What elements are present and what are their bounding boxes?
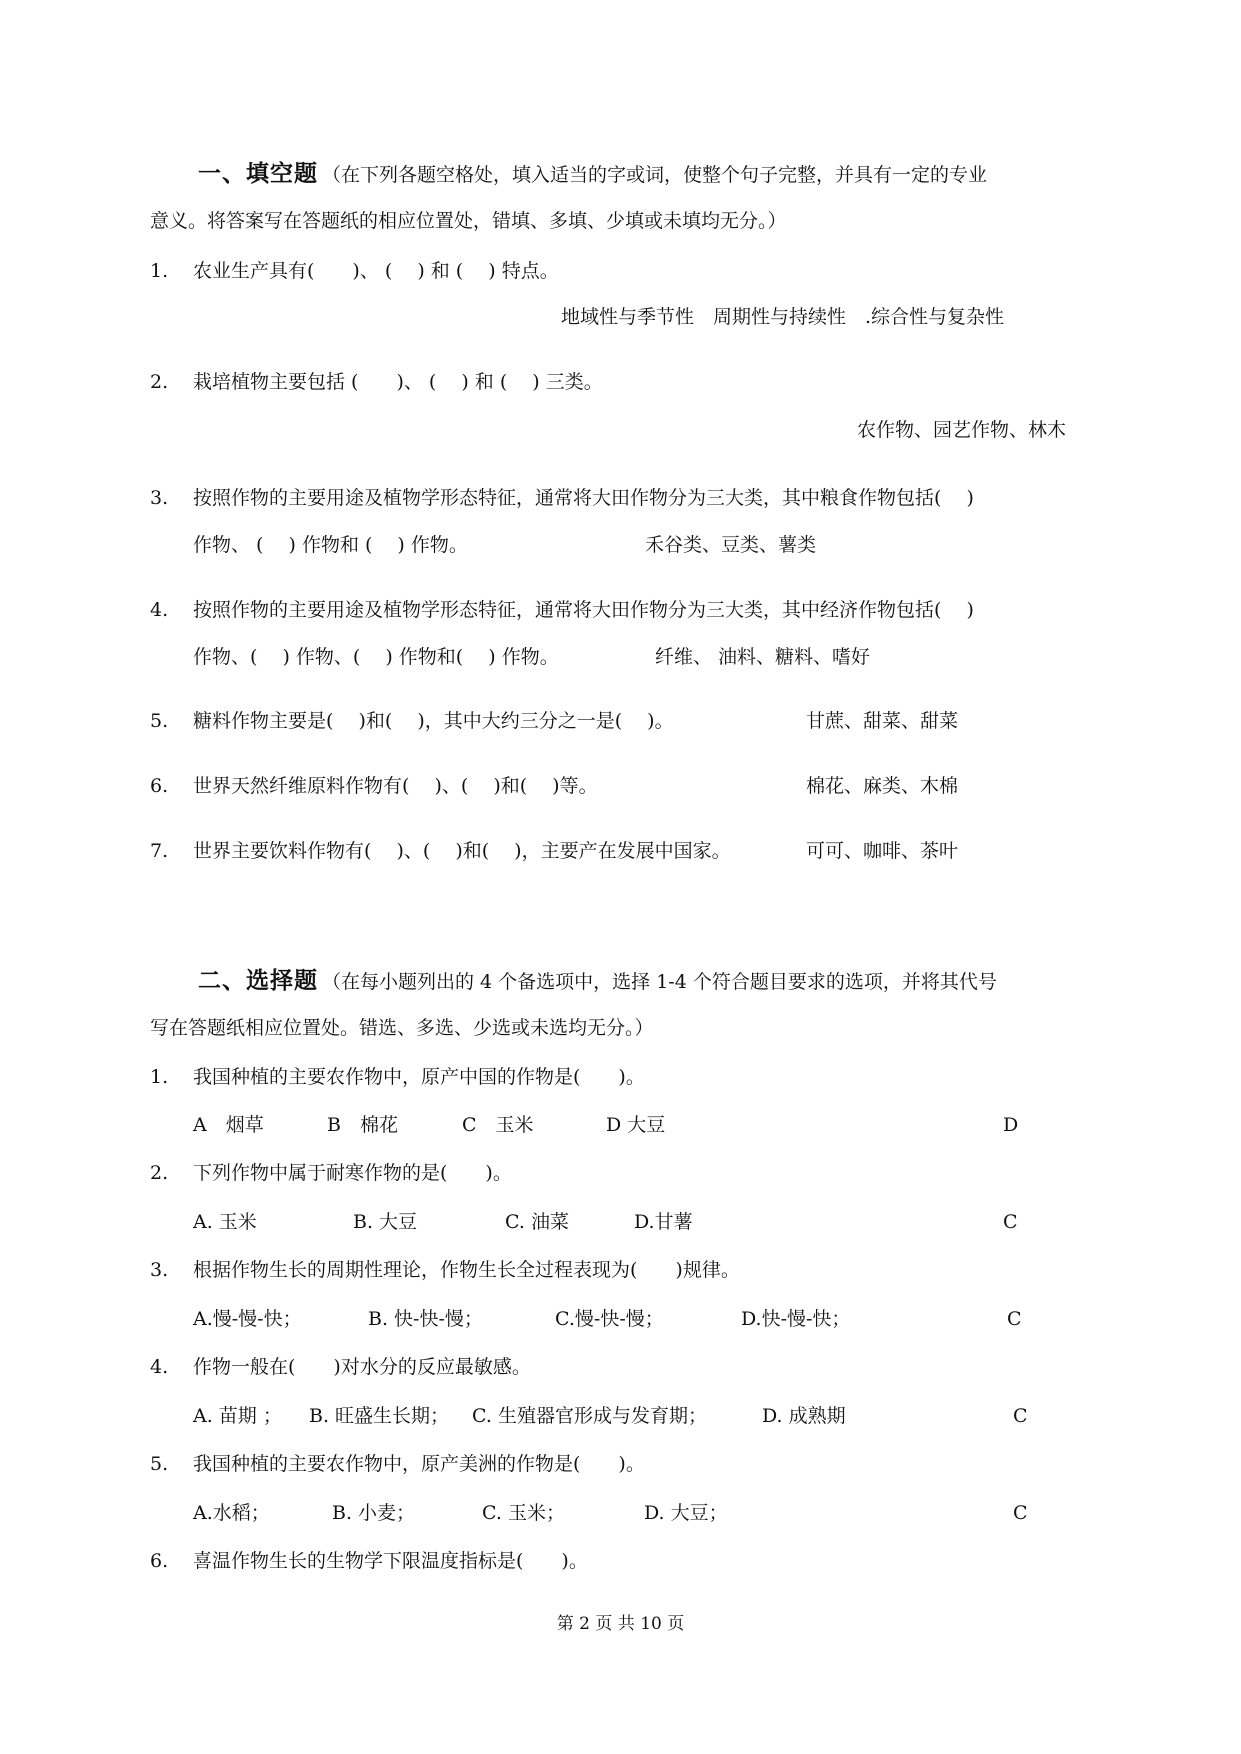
s2-q3-text: 根据作物生长的周期性理论，作物生长全过程表现为( )规律。: [193, 1259, 740, 1281]
s2-q5-option-c: C. 玉米；: [482, 1502, 565, 1524]
s2-q2-option-a: A. 玉米: [193, 1211, 257, 1233]
s1-q2-text: 栽培植物主要包括 ( )、 ( ) 和 ( ) 三类。: [193, 371, 603, 393]
s1-q4-number: 4.: [150, 599, 169, 621]
s2-q5-option-d: D. 大豆；: [644, 1502, 728, 1524]
s2-q1-option-b: B 棉花: [327, 1114, 398, 1136]
section1-note-line1: （在下列各题空格处，填入适当的字或词，使整个句子完整，并具有一定的专业: [322, 164, 988, 186]
s2-q2-option-d: D.甘薯: [634, 1211, 693, 1233]
s1-q6-number: 6.: [150, 775, 169, 797]
s1-q7-answer: 可可、咖啡、茶叶: [806, 840, 959, 862]
s1-q4-text: 按照作物的主要用途及植物学形态特征，通常将大田作物分为三大类，其中经济作物包括( ): [193, 599, 974, 621]
section2-note-line1: （在每小题列出的 4 个备选项中，选择 1-4 个符合题目要求的选项，并将其代号: [322, 971, 997, 993]
s1-q2-number: 2.: [150, 371, 169, 393]
page-footer: 第 2 页 共 10 页: [556, 1614, 685, 1634]
s2-q3-option-b: B. 快-快-慢；: [368, 1308, 483, 1330]
s1-q3-text-line2: 作物、 ( ) 作物和 ( ) 作物。: [193, 534, 468, 556]
s2-q4-answer: C: [1013, 1405, 1028, 1427]
s1-q5-number: 5.: [150, 710, 169, 732]
s1-q5-text: 糖料作物主要是( )和( )，其中大约三分之一是( )。: [193, 710, 674, 732]
s2-q4-option-a: A. 苗期 ；: [193, 1405, 282, 1427]
s1-q5-answer: 甘蔗、甜菜、甜菜: [806, 710, 959, 732]
s2-q1-text: 我国种植的主要农作物中，原产中国的作物是( )。: [193, 1066, 645, 1088]
s2-q3-answer: C: [1007, 1308, 1022, 1330]
s2-q1-option-d: D 大豆: [606, 1114, 666, 1136]
s2-q5-option-a: A.水稻；: [193, 1502, 270, 1524]
s1-q2-answer: 农作物、园艺作物、林木: [857, 419, 1067, 441]
s2-q2-text: 下列作物中属于耐寒作物的是( )。: [193, 1162, 512, 1184]
s1-q1-answer: 地域性与季节性 周期性与持续性 .综合性与复杂性: [561, 306, 1005, 328]
s2-q2-option-c: C. 油菜: [505, 1211, 569, 1233]
s2-q2-option-b: B. 大豆: [353, 1211, 418, 1233]
s2-q1-number: 1.: [150, 1066, 169, 1088]
s2-q1-option-c: C 玉米: [462, 1114, 534, 1136]
s1-q1-text: 农业生产具有( )、 ( ) 和 ( ) 特点。: [193, 260, 559, 282]
s1-q7-number: 7.: [150, 840, 169, 862]
s2-q5-number: 5.: [150, 1453, 169, 1475]
s2-q6-number: 6.: [150, 1550, 169, 1572]
s2-q4-text: 作物一般在( )对水分的反应最敏感。: [193, 1356, 531, 1378]
section1-title: 一、填空题: [198, 161, 318, 187]
s2-q2-number: 2.: [150, 1162, 169, 1184]
s2-q5-text: 我国种植的主要农作物中，原产美洲的作物是( )。: [193, 1453, 645, 1475]
s2-q1-option-a: A 烟草: [193, 1114, 264, 1136]
s1-q6-answer: 棉花、麻类、木棉: [806, 775, 959, 797]
s2-q2-answer: C: [1003, 1211, 1018, 1233]
s2-q6-text: 喜温作物生长的生物学下限温度指标是( )。: [193, 1550, 588, 1572]
s2-q3-option-c: C.慢-快-慢；: [555, 1308, 664, 1330]
s1-q4-answer: 纤维、 油料、糖料、嗜好: [655, 646, 871, 668]
s2-q5-answer: C: [1013, 1502, 1028, 1524]
s2-q4-option-d: D. 成熟期: [762, 1405, 846, 1427]
s2-q5-option-b: B. 小麦；: [332, 1502, 416, 1524]
s1-q3-answer: 禾谷类、豆类、薯类: [645, 534, 817, 556]
section1-note-line2: 意义。将答案写在答题纸的相应位置处，错填、多填、少填或未填均无分。）: [150, 210, 787, 232]
section2-note-line2: 写在答题纸相应位置处。错选、多选、少选或未选均无分。）: [150, 1017, 654, 1039]
section2-title: 二、选择题: [198, 968, 318, 994]
s2-q4-number: 4.: [150, 1356, 169, 1378]
s2-q4-option-c: C. 生殖器官形成与发育期；: [472, 1405, 707, 1427]
s2-q4-option-b: B. 旺盛生长期；: [309, 1405, 450, 1427]
s1-q3-text: 按照作物的主要用途及植物学形态特征，通常将大田作物分为三大类，其中粮食作物包括( ): [193, 487, 974, 509]
s1-q7-text: 世界主要饮料作物有( )、( )和( )，主要产在发展中国家。: [193, 840, 731, 862]
s1-q6-text: 世界天然纤维原料作物有( )、( )和( )等。: [193, 775, 598, 797]
s1-q1-number: 1.: [150, 260, 169, 282]
s1-q3-number: 3.: [150, 487, 169, 509]
s2-q3-option-a: A.慢-慢-快；: [193, 1308, 302, 1330]
s2-q3-number: 3.: [150, 1259, 169, 1281]
s2-q3-option-d: D.快-慢-快；: [741, 1308, 851, 1330]
s1-q4-text-line2: 作物、( ) 作物、( ) 作物和( ) 作物。: [193, 646, 559, 668]
s2-q1-answer: D: [1003, 1114, 1019, 1136]
